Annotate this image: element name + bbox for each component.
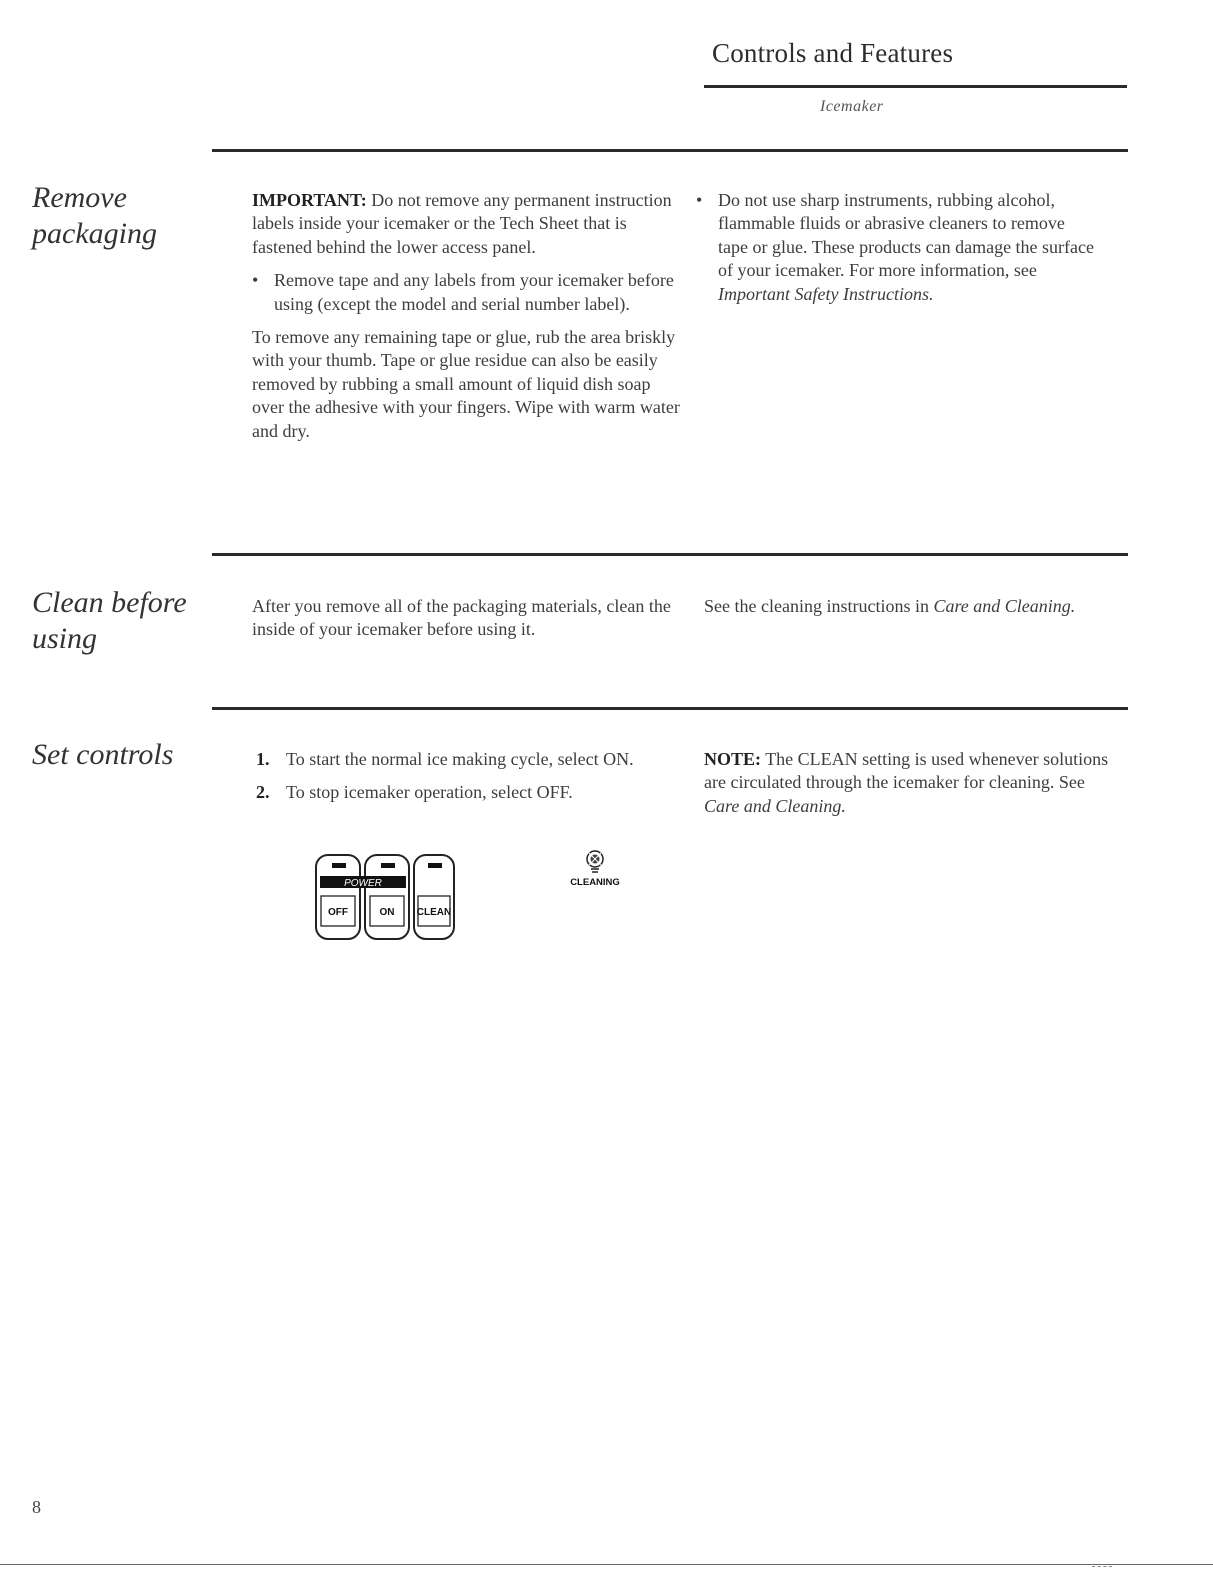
important-paragraph: IMPORTANT: Do not remove any permanent instruction labels inside your icemaker or the Tech Sheet that is fastened behind the lower access panel.: [252, 190, 672, 257]
cleaning-indicator: [560, 847, 630, 889]
paragraph: See the cleaning instructions in Care and Cleaning.: [704, 596, 1076, 616]
off-button-label: OFF: [328, 907, 348, 918]
clean-before-right-column: [704, 595, 1104, 628]
page-header-subtitle: Icemaker: [820, 98, 884, 115]
cross-reference: Care and Cleaning.: [704, 795, 846, 816]
page-number: 8: [32, 1497, 41, 1517]
cross-reference: Care and Cleaning.: [933, 596, 1076, 616]
set-controls-right-column: [704, 748, 1114, 828]
paragraph: To remove any remaining tape or glue, rub the area briskly with your thumb. Tape or glue residue can also be easily removed by rubbing a small amount of liquid dish soap over the adhesive with your fingers. Wipe with warm water and dry.: [252, 327, 680, 441]
footer-mark: [1092, 1566, 1112, 1568]
remove-packaging-left-column: [252, 189, 680, 453]
clean-button-label: CLEAN: [416, 907, 452, 918]
list-item: 1. To start the normal ice making cycle, select ON.: [256, 749, 634, 769]
list-item: • Remove tape and any labels from your icemaker before using (except the model and serial number label).: [252, 270, 674, 314]
cleaning-light-icon: [587, 851, 603, 872]
remove-packaging-right-column: [696, 189, 1096, 316]
cleaning-label: CLEANING: [570, 877, 620, 888]
paragraph: After you remove all of the packaging materials, clean the inside of your icemaker before using it.: [252, 596, 671, 640]
section-title-set-controls: Set controls: [32, 738, 174, 771]
section-title-remove-packaging: Remove packaging: [32, 181, 157, 250]
footer-rule: [0, 1564, 1213, 1565]
off-indicator-icon: [332, 863, 346, 868]
section-divider: [212, 553, 1128, 556]
bullet-icon: •: [252, 270, 259, 291]
section-divider: [212, 707, 1128, 710]
power-label: POWER: [344, 878, 382, 889]
section-divider: [212, 149, 1128, 152]
list-item: 2. To stop icemaker operation, select OFF.: [256, 782, 573, 803]
clean-indicator-icon: [428, 863, 442, 868]
clean-before-left-column: [252, 595, 672, 652]
set-controls-left-column: [256, 748, 656, 815]
on-indicator-icon: [381, 863, 395, 868]
list-item: • Do not use sharp instruments, rubbing alcohol, flammable fluids or abrasive cleaners to remove tape or glue. These products can damage the surface of your icemaker. For more information, see Important Safety Instructions.: [696, 190, 1095, 304]
section-title-clean-before-using: Clean before using: [32, 586, 187, 655]
header-rule: [704, 85, 1127, 88]
on-button-label: ON: [379, 907, 395, 918]
control-panel-illustration: [310, 852, 470, 942]
bullet-icon: •: [696, 190, 703, 210]
page-header-title: Controls and Features: [712, 38, 954, 68]
cross-reference: Important Safety Instructions.: [718, 283, 934, 304]
note-paragraph: NOTE: The CLEAN setting is used whenever solutions are circulated through the icemaker for cleaning. See Care and Cleaning.: [704, 749, 1109, 816]
